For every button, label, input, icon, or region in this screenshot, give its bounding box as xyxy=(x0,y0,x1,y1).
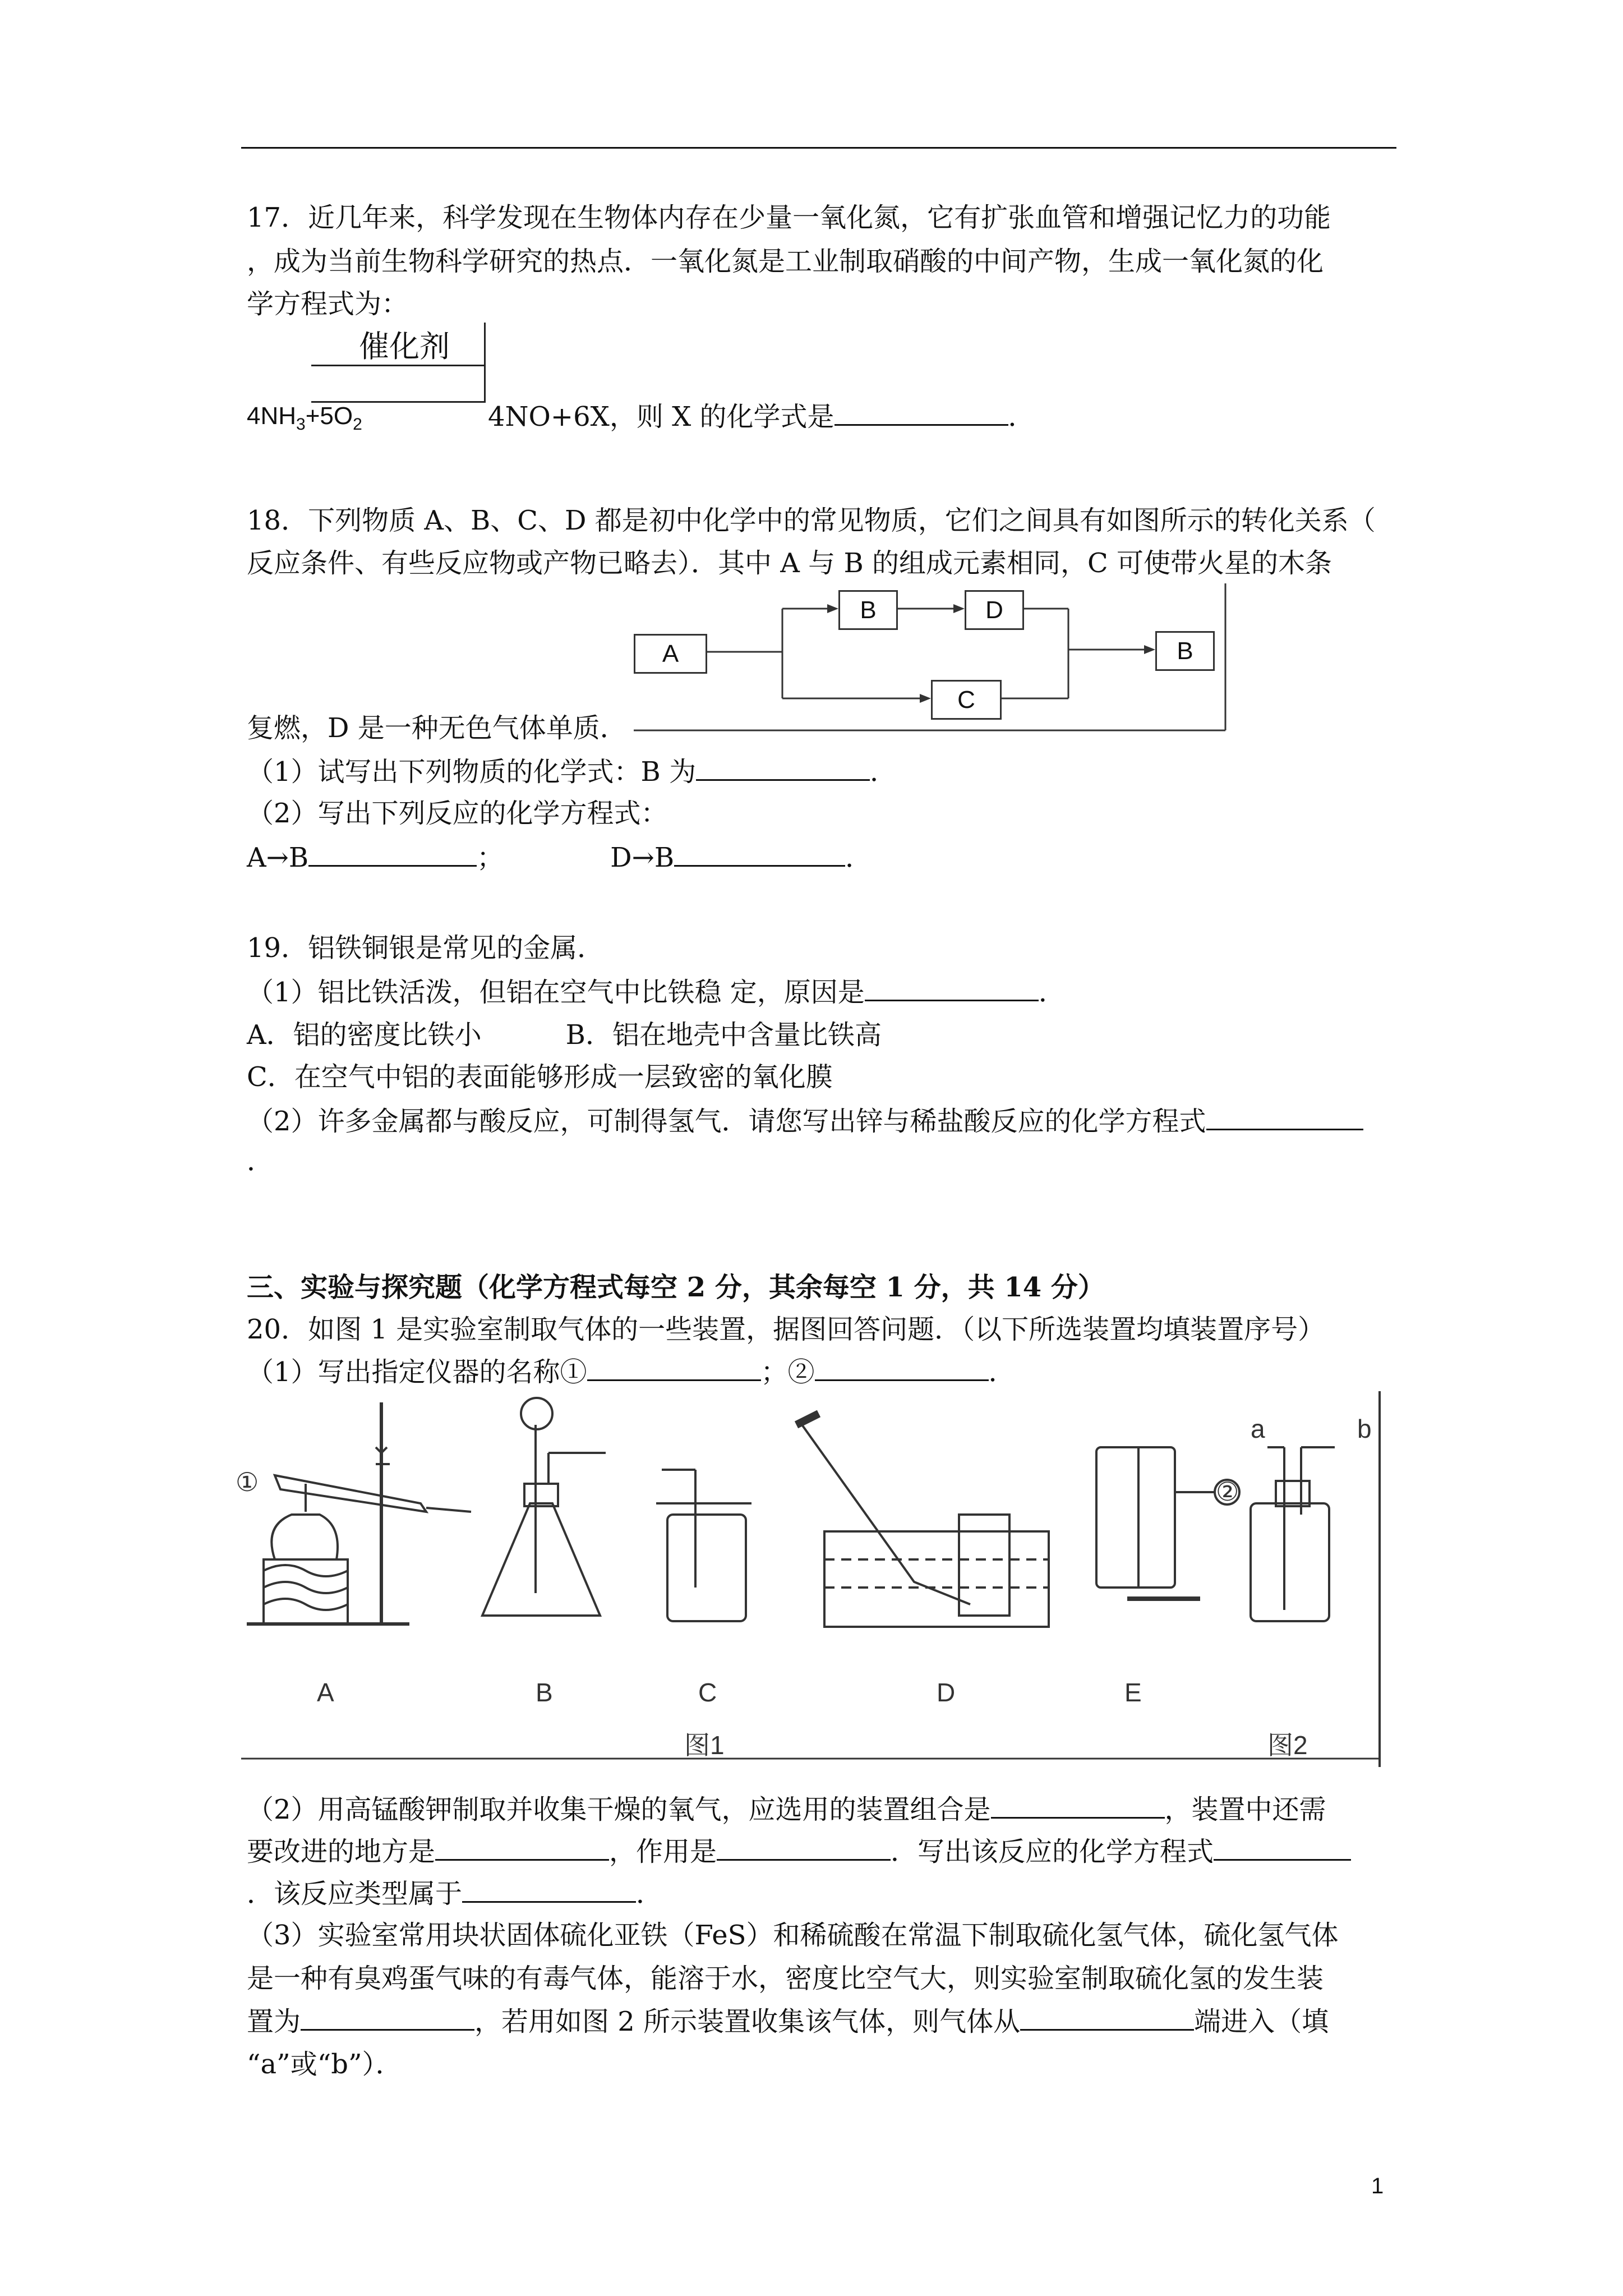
node-b: B xyxy=(838,590,898,630)
q17-line-1: 17．近几年来，科学发现在生物体内存在少量一氧化氮，它有扩张血管和增强记忆力的功能 xyxy=(247,202,1331,233)
q19-options-ab xyxy=(247,1018,882,1052)
q20-sub3-line3c: 端进入（填 xyxy=(1194,2006,1329,2037)
eq-reactant-nh3: 4NH xyxy=(247,402,297,430)
catalyst-condition xyxy=(311,323,491,407)
q19-sub2 xyxy=(247,1104,1363,1138)
q19-sub1-blank[interactable] xyxy=(865,975,1039,1001)
q18-line-3: 复燃，D 是一种无色气体单质． xyxy=(247,712,627,744)
q20-sub3-line-3 xyxy=(247,2004,1329,2039)
q19-line-1: 19．铝铁铜银是常见的金属． xyxy=(247,932,605,964)
q18-equations xyxy=(247,840,872,875)
q20-sub2-line3-end: ． xyxy=(636,1878,663,1910)
condition-rule-right xyxy=(484,323,486,403)
page-number: 1 xyxy=(1371,2174,1384,2198)
q20-sub3-line-4: “a”或“b”）． xyxy=(247,2049,403,2080)
q20-purpose-blank[interactable] xyxy=(717,1834,891,1861)
apparatus-figure xyxy=(236,1391,1385,1773)
port-a-label: a xyxy=(1251,1414,1265,1443)
q20-generator-blank[interactable] xyxy=(301,2004,474,2031)
q18-line-2: 反应条件、有些反应物或产物已略去）．其中 A 与 B 的组成元素相同，C 可使带火星的木条 xyxy=(247,547,1332,579)
section-3-title: 三、实验与探究题（化学方程式每空 2 分，其余每空 1 分，共 14 分） xyxy=(247,1272,1105,1303)
node-c: C xyxy=(931,680,1002,720)
marker-2: ② xyxy=(1216,1477,1239,1506)
q18-line-1: 18．下列物质 A、B、C、D 都是初中化学中的常见物质，它们之间具有如图所示的转化关系（ xyxy=(247,505,1376,536)
catalyst-label: 催化剂 xyxy=(359,330,450,364)
q20-combination-blank[interactable] xyxy=(991,1792,1165,1819)
q20-sub3-line3a: 置为 xyxy=(247,2006,301,2037)
apparatus-c-drawing xyxy=(656,1470,751,1621)
q18-sub1-end: ． xyxy=(870,756,897,788)
node-b-result: B xyxy=(1155,631,1215,671)
q19-sub2-blank[interactable] xyxy=(1206,1104,1363,1130)
q20-sub1 xyxy=(247,1355,1016,1389)
condition-rule-top xyxy=(311,365,485,366)
q20-line-1: 20．如图 1 是实验室制取气体的一些装置，据图回答问题．（以下所选装置均填装置序号） xyxy=(247,1314,1325,1345)
q17-answer-line xyxy=(488,399,1035,434)
eq-reactant-o2: +5O xyxy=(305,402,353,430)
q18-db-blank[interactable] xyxy=(674,840,845,867)
q18-ab-label: A→B xyxy=(247,842,309,873)
q19-option-b: B．铝在地壳中含量比铁高 xyxy=(565,1019,882,1051)
label-d-device: D xyxy=(937,1678,956,1707)
q20-sub2-line-2 xyxy=(247,1834,1351,1869)
label-e-device: E xyxy=(1124,1678,1142,1707)
q20-sub2-line-3 xyxy=(247,1876,663,1911)
q18-sub2: （2）写出下列反应的化学方程式： xyxy=(247,798,668,829)
q20-instrument2-blank[interactable] xyxy=(815,1355,989,1381)
apparatus-d-drawing xyxy=(796,1414,1049,1627)
conversion-diagram xyxy=(634,583,1234,735)
q19-sub1 xyxy=(247,975,1066,1009)
node-a: A xyxy=(634,634,707,674)
figure-2-caption: 图2 xyxy=(1267,1731,1308,1760)
q18-b-blank[interactable] xyxy=(696,754,870,781)
q17-line-3: 学方程式为： xyxy=(247,288,409,320)
port-b-label: b xyxy=(1357,1414,1372,1443)
node-d: D xyxy=(965,590,1024,630)
q20-sub3-line-2: 是一种有臭鸡蛋气味的有毒气体，能溶于水，密度比空气大，则实验室制取硫化氢的发生装 xyxy=(247,1963,1324,1994)
q19-sub2-text: （2）许多金属都与酸反应，可制得氢气．请您写出锌与稀盐酸反应的化学方程式 xyxy=(247,1106,1206,1137)
q20-sub1-text: （1）写出指定仪器的名称① xyxy=(247,1356,587,1388)
apparatus-e-drawing xyxy=(1096,1447,1239,1599)
q20-instrument1-blank[interactable] xyxy=(587,1355,761,1381)
q20-sub2-line-1 xyxy=(247,1792,1326,1826)
label-b-device: B xyxy=(536,1678,553,1707)
q17-answer-blank[interactable] xyxy=(834,399,1008,426)
q19-option-c: C．在空气中铝的表面能够形成一层致密的氧化膜 xyxy=(247,1061,833,1093)
q17-end: ． xyxy=(1008,401,1035,432)
q20-sub1-end: ． xyxy=(988,1356,1016,1388)
q20-improvement-blank[interactable] xyxy=(435,1834,609,1861)
figure-1-caption: 图1 xyxy=(684,1731,725,1760)
q18-db-end: ． xyxy=(845,842,873,873)
q20-sub1-mid: ；② xyxy=(760,1356,815,1388)
q19-sub1-end: ． xyxy=(1038,977,1066,1008)
q18-sub1 xyxy=(247,754,897,789)
q18-ab-blank[interactable] xyxy=(308,840,477,867)
apparatus-a-drawing xyxy=(247,1402,471,1624)
apparatus-fig2-drawing xyxy=(1251,1447,1335,1621)
eq-products: 4NO+6X，则 X 的化学式是 xyxy=(488,401,834,432)
label-c-device: C xyxy=(698,1678,717,1707)
q18-ab-end: ； xyxy=(477,842,504,873)
q19-sub1-text: （1）铝比铁活泼，但铝在空气中比铁稳 定，原因是 xyxy=(247,977,865,1008)
q19-option-a: A．铝的密度比铁小 xyxy=(247,1019,482,1051)
q20-inlet-blank[interactable] xyxy=(1020,2004,1194,2031)
q18-sub1-text: （1）试写出下列物质的化学式：B 为 xyxy=(247,756,697,788)
q20-sub2-line2b: ，作用是 xyxy=(609,1836,717,1867)
q18-db-label: D→B xyxy=(610,842,675,873)
q20-sub2-line1-text: （2）用高锰酸钾制取并收集干燥的氧气，应选用的装置组合是 xyxy=(247,1794,991,1825)
q20-sub3-line-1: （3）实验室常用块状固体硫化亚铁（FeS）和稀硫酸在常温下制取硫化氢气体，硫化氢气体 xyxy=(247,1920,1339,1951)
q17-line-2: ，成为当前生物科学研究的热点．一氧化氮是工业制取硝酸的中间产物，生成一氧化氮的化 xyxy=(247,246,1324,277)
q20-sub3-line3b: ，若用如图 2 所示装置收集该气体，则气体从 xyxy=(474,2006,1021,2037)
apparatus-drawing xyxy=(241,1391,1385,1773)
q20-reaction-type-blank[interactable] xyxy=(462,1876,636,1903)
q20-sub2-line2c: ．写出该反应的化学方程式 xyxy=(891,1836,1214,1867)
q20-sub2-line3a: ．该反应类型属于 xyxy=(247,1878,463,1910)
marker-1: ① xyxy=(236,1467,259,1497)
q17-equation xyxy=(247,399,362,441)
header-rule xyxy=(241,147,1396,149)
q20-equation-blank[interactable] xyxy=(1214,1834,1351,1861)
eq-sub-2: 2 xyxy=(353,415,362,434)
apparatus-b-drawing xyxy=(482,1398,606,1616)
q20-sub2-line1-end: ，装置中还需 xyxy=(1164,1794,1326,1825)
q19-sub2-end: ． xyxy=(247,1145,274,1177)
eq-sub-3: 3 xyxy=(296,415,306,434)
label-a-device: A xyxy=(317,1678,334,1707)
q20-sub2-line2a: 要改进的地方是 xyxy=(247,1836,436,1867)
